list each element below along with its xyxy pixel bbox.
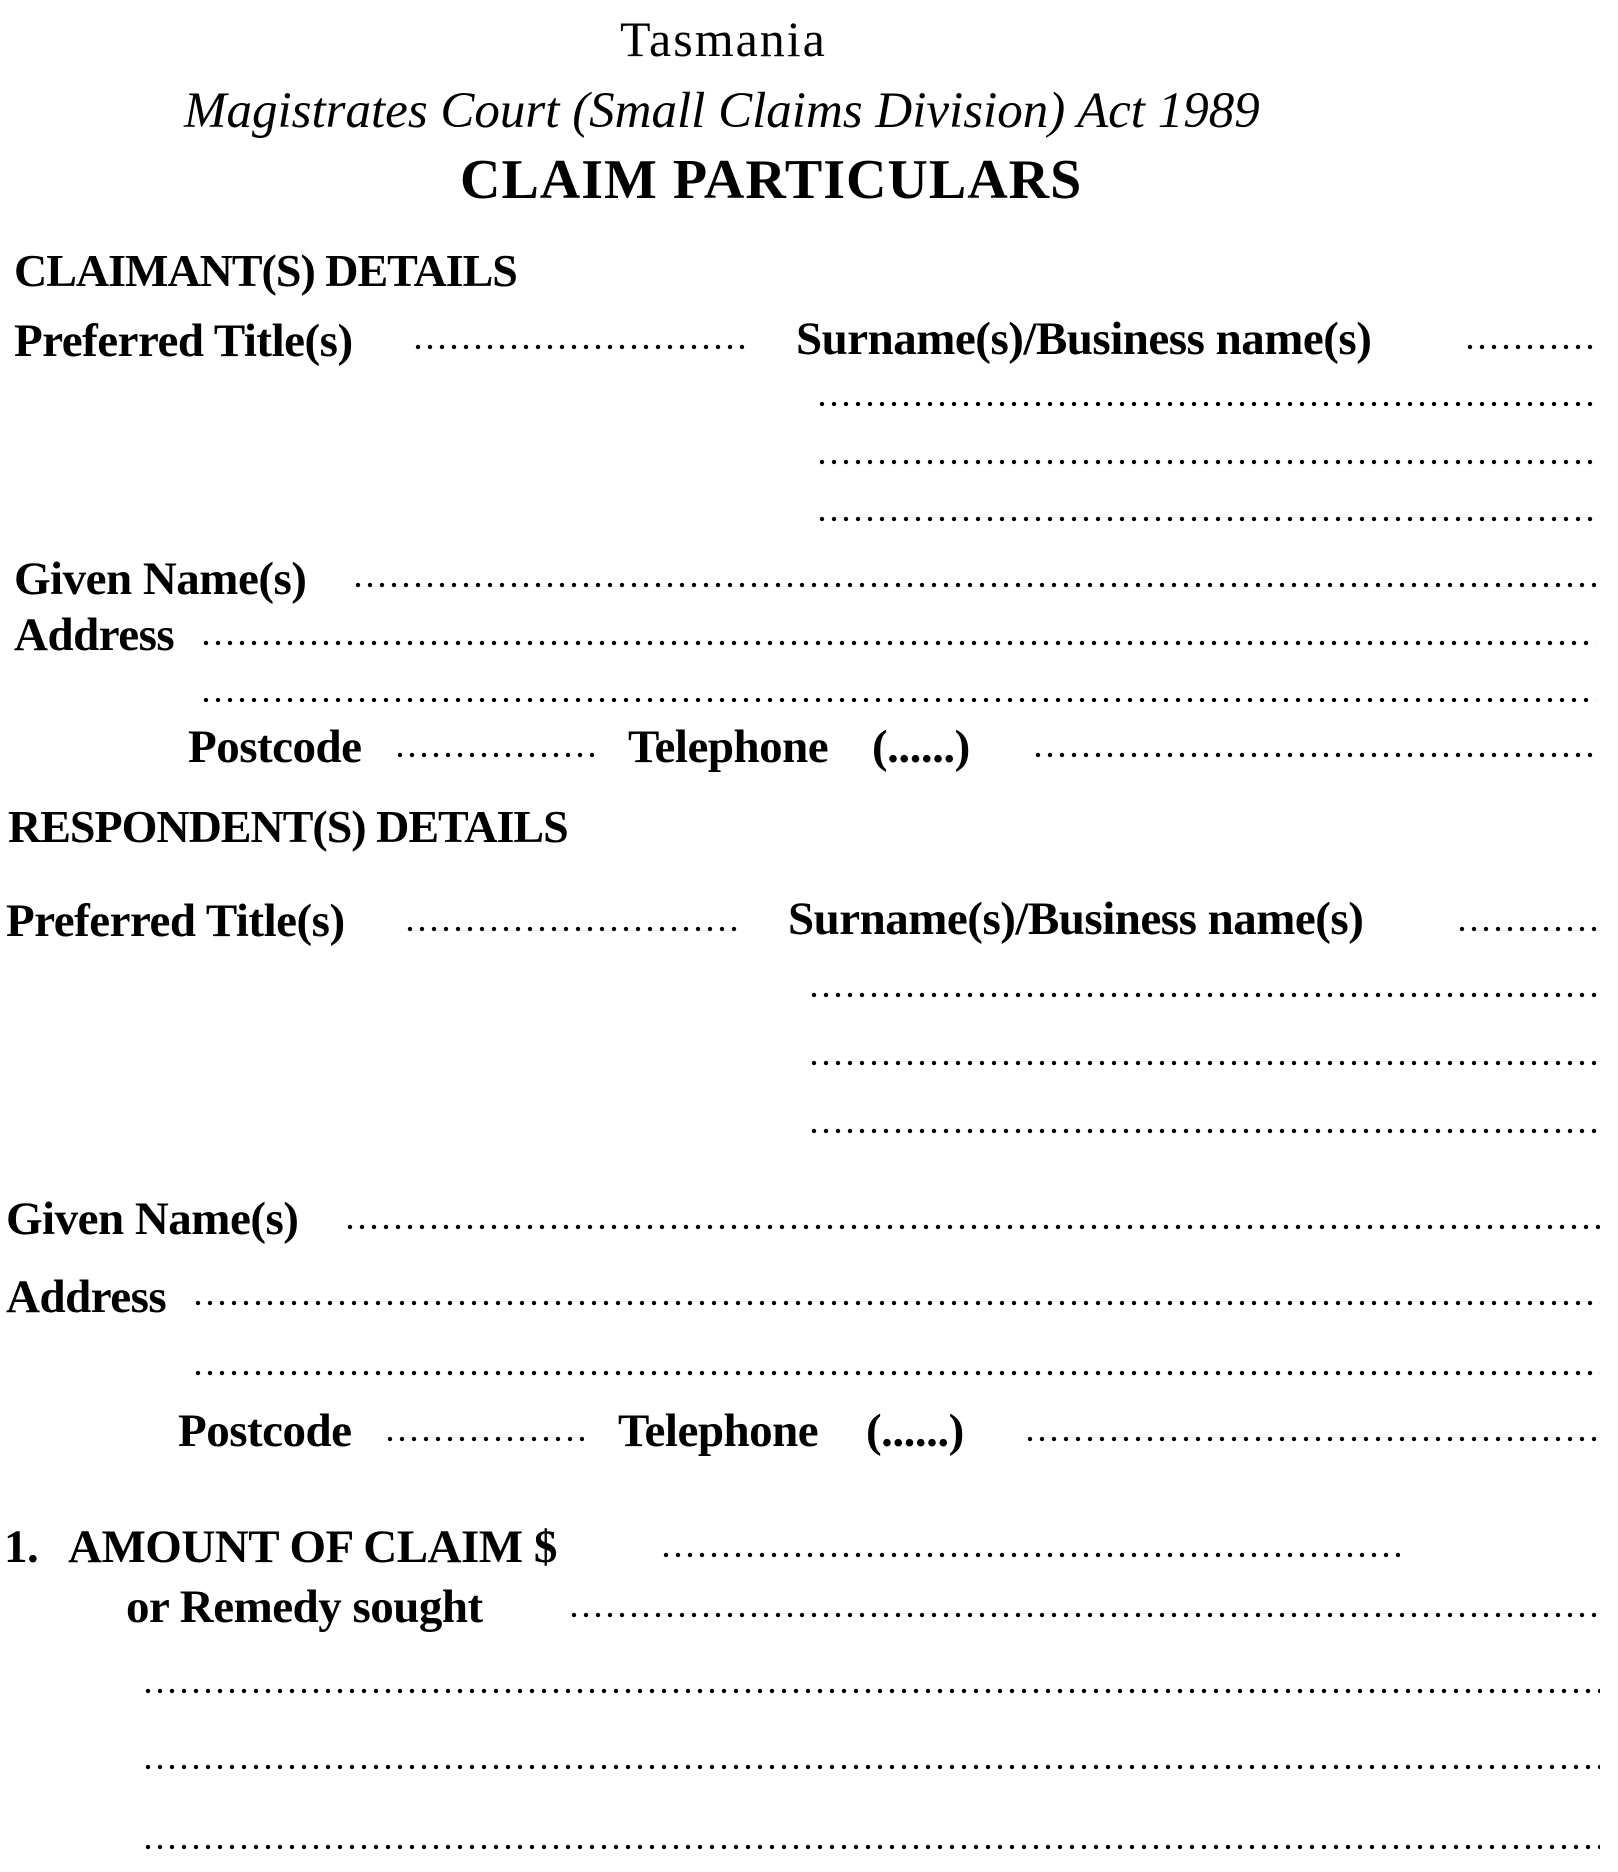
- respondent-address-field-line-2[interactable]: [192, 1370, 1600, 1376]
- respondent-surname-field[interactable]: [1456, 926, 1600, 932]
- claimant-given-names-label: Given Name(s): [14, 553, 307, 605]
- respondent-given-names-label: Given Name(s): [6, 1193, 299, 1245]
- amount-of-claim-label: AMOUNT OF CLAIM $: [68, 1521, 557, 1573]
- remedy-sought-field[interactable]: [568, 1612, 1600, 1618]
- respondent-postcode-label: Postcode: [178, 1405, 352, 1457]
- claimant-postcode-label: Postcode: [188, 721, 362, 773]
- claimant-surname-label: Surname(s)/Business name(s): [796, 313, 1372, 365]
- respondent-surname-label: Surname(s)/Business name(s): [788, 893, 1364, 945]
- claimant-address-field-line-2[interactable]: [200, 697, 1596, 703]
- claimant-preferred-title-label: Preferred Title(s): [14, 315, 353, 367]
- claimant-telephone-label: Telephone: [628, 721, 829, 773]
- claimant-preferred-title-field[interactable]: [412, 344, 748, 350]
- claimant-surname-field[interactable]: [1464, 344, 1596, 350]
- respondent-surname-field-line-4[interactable]: [808, 1128, 1600, 1134]
- remedy-sought-field-line-4[interactable]: [142, 1844, 1600, 1850]
- claimant-address-label: Address: [14, 609, 175, 661]
- respondent-telephone-label: Telephone: [618, 1405, 819, 1457]
- respondent-address-field[interactable]: [192, 1300, 1600, 1306]
- claimant-telephone-field[interactable]: [1032, 752, 1596, 758]
- claimant-address-field[interactable]: [200, 640, 1596, 646]
- claimant-surname-field-line-2[interactable]: [816, 401, 1596, 407]
- claimant-surname-field-line-3[interactable]: [816, 459, 1596, 465]
- form-title: CLAIM PARTICULARS: [460, 149, 1083, 211]
- respondent-surname-field-line-3[interactable]: [808, 1060, 1600, 1066]
- respondent-preferred-title-label: Preferred Title(s): [6, 895, 345, 947]
- act-title: Magistrates Court (Small Claims Division) Act 1989: [184, 83, 1260, 139]
- claim-item-number: 1.: [4, 1521, 39, 1573]
- remedy-sought-label: or Remedy sought: [126, 1581, 483, 1633]
- respondent-address-label: Address: [6, 1271, 167, 1323]
- claimant-postcode-field[interactable]: [394, 752, 596, 758]
- respondent-telephone-field[interactable]: [1024, 1436, 1600, 1442]
- remedy-sought-field-line-2[interactable]: [142, 1688, 1600, 1694]
- jurisdiction-heading: Tasmania: [620, 11, 827, 67]
- claimant-telephone-area-code[interactable]: (......): [872, 721, 970, 773]
- respondent-section-heading: RESPONDENT(S) DETAILS: [8, 801, 568, 852]
- amount-of-claim-field[interactable]: [660, 1552, 1400, 1558]
- respondent-given-names-field[interactable]: [344, 1224, 1600, 1230]
- respondent-preferred-title-field[interactable]: [404, 926, 740, 932]
- respondent-surname-field-line-2[interactable]: [808, 992, 1600, 998]
- claimant-given-names-field[interactable]: [352, 582, 1596, 588]
- respondent-postcode-field[interactable]: [384, 1436, 584, 1442]
- respondent-telephone-area-code[interactable]: (......): [866, 1405, 964, 1457]
- remedy-sought-field-line-3[interactable]: [142, 1764, 1600, 1770]
- claimant-section-heading: CLAIMANT(S) DETAILS: [14, 245, 517, 296]
- claimant-surname-field-line-4[interactable]: [816, 516, 1596, 522]
